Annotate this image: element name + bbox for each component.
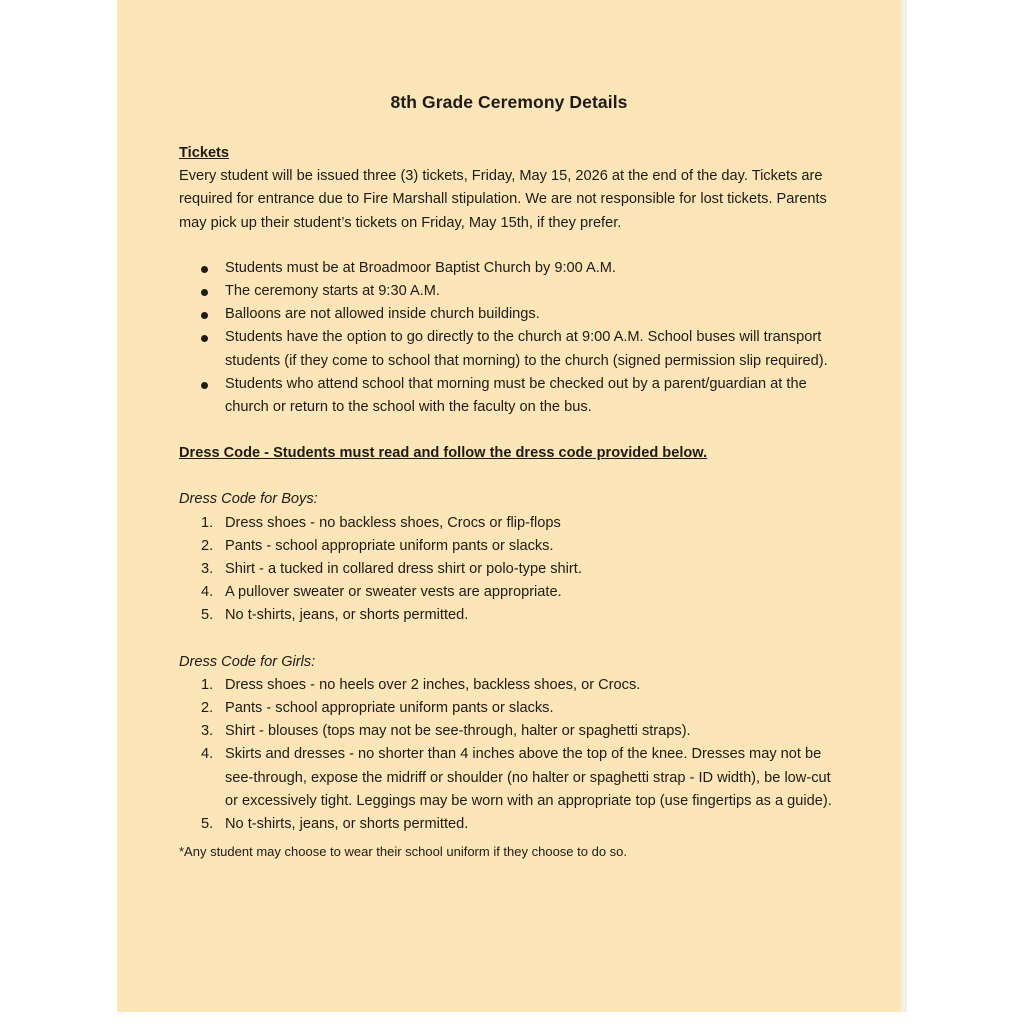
page-title: 8th Grade Ceremony Details (390, 92, 628, 112)
list-item (179, 674, 839, 697)
tickets-heading: Tickets (179, 145, 230, 161)
list-text: Shirt - a tucked in collared dress shirt or polo-type shirt. (225, 561, 582, 578)
bullet-icon (201, 335, 208, 342)
bullet-item (179, 326, 839, 372)
page-edge (901, 0, 907, 1012)
girls-dress-code-label: Dress Code for Girls: (179, 653, 316, 670)
bullet-icon (201, 312, 208, 319)
list-number: 3. (201, 561, 214, 578)
list-number: 3. (201, 723, 214, 740)
list-number: 1. (201, 676, 214, 693)
list-text: Pants - school appropriate uniform pants or slacks. (225, 700, 554, 717)
bullet-icon (201, 266, 208, 273)
list-text: No t-shirts, jeans, or shorts permitted. (225, 816, 469, 833)
list-number: 5. (201, 607, 214, 624)
tickets-paragraph: Every student will be issued three (3) tickets, Friday, May 15, 2026 at the end of the day. Tickets are required for entrance due to Fire Marshall stipulation. We are not responsible for lost tickets. Parents may pick up their student’s tickets on Friday, May 15th, if they prefer. (179, 168, 827, 231)
list-text: Skirts and dresses - no shorter than 4 inches above the top of the knee. Dresses may not be see-through, expose the midriff or shoulder (no halter or spaghetti strap - ID width), be low-cut or excessively tight. Leggings may be worn with an appropriate top (use fingertips as a guide). (225, 746, 832, 809)
list-item (179, 535, 839, 558)
bullet-item (179, 373, 839, 419)
list-item (179, 604, 839, 627)
document-content (179, 142, 839, 863)
list-item (179, 512, 839, 535)
girls-dress-code-list (179, 674, 839, 836)
list-text: Pants - school appropriate uniform pants or slacks. (225, 537, 554, 554)
bullet-item (179, 280, 839, 303)
list-item (179, 558, 839, 581)
dress-code-heading: Dress Code - Students must read and follow the dress code provided below. (179, 445, 708, 462)
list-text: A pullover sweater or sweater vests are appropriate. (225, 584, 562, 601)
list-number: 4. (201, 746, 214, 763)
bullet-item (179, 303, 839, 326)
list-number: 4. (201, 584, 214, 601)
bullet-item (179, 257, 839, 280)
list-item (179, 743, 839, 813)
details-bullet-list (179, 257, 839, 419)
list-text: No t-shirts, jeans, or shorts permitted. (225, 607, 469, 624)
list-item (179, 813, 839, 836)
list-text: Shirt - blouses (tops may not be see-through, halter or spaghetti straps). (225, 723, 691, 740)
footnote: *Any student may choose to wear their school uniform if they choose to do so. (179, 844, 628, 860)
bullet-text: Students who attend school that morning must be checked out by a parent/guardian at the church or return to the school with the faculty on the bus. (225, 375, 807, 416)
list-item (179, 581, 839, 604)
bullet-text: The ceremony starts at 9:30 A.M. (225, 283, 440, 300)
list-number: 1. (201, 514, 214, 531)
boys-dress-code-list (179, 512, 839, 628)
bullet-icon (201, 289, 208, 296)
list-number: 2. (201, 700, 214, 717)
list-number: 5. (201, 816, 214, 833)
list-item (179, 720, 839, 743)
bullet-text: Students must be at Broadmoor Baptist Church by 9:00 A.M. (225, 259, 616, 276)
list-text: Dress shoes - no backless shoes, Crocs or flip-flops (225, 514, 561, 531)
bullet-icon (201, 382, 208, 389)
list-text: Dress shoes - no heels over 2 inches, backless shoes, or Crocs. (225, 676, 641, 693)
list-item (179, 697, 839, 720)
boys-dress-code-label: Dress Code for Boys: (179, 491, 318, 508)
list-number: 2. (201, 537, 214, 554)
document-page (117, 0, 901, 1012)
bullet-text: Balloons are not allowed inside church buildings. (225, 306, 540, 323)
bullet-text: Students have the option to go directly to the church at 9:00 A.M. School buses will transport students (if they come to school that morning) to the church (signed permission slip required). (225, 329, 828, 369)
